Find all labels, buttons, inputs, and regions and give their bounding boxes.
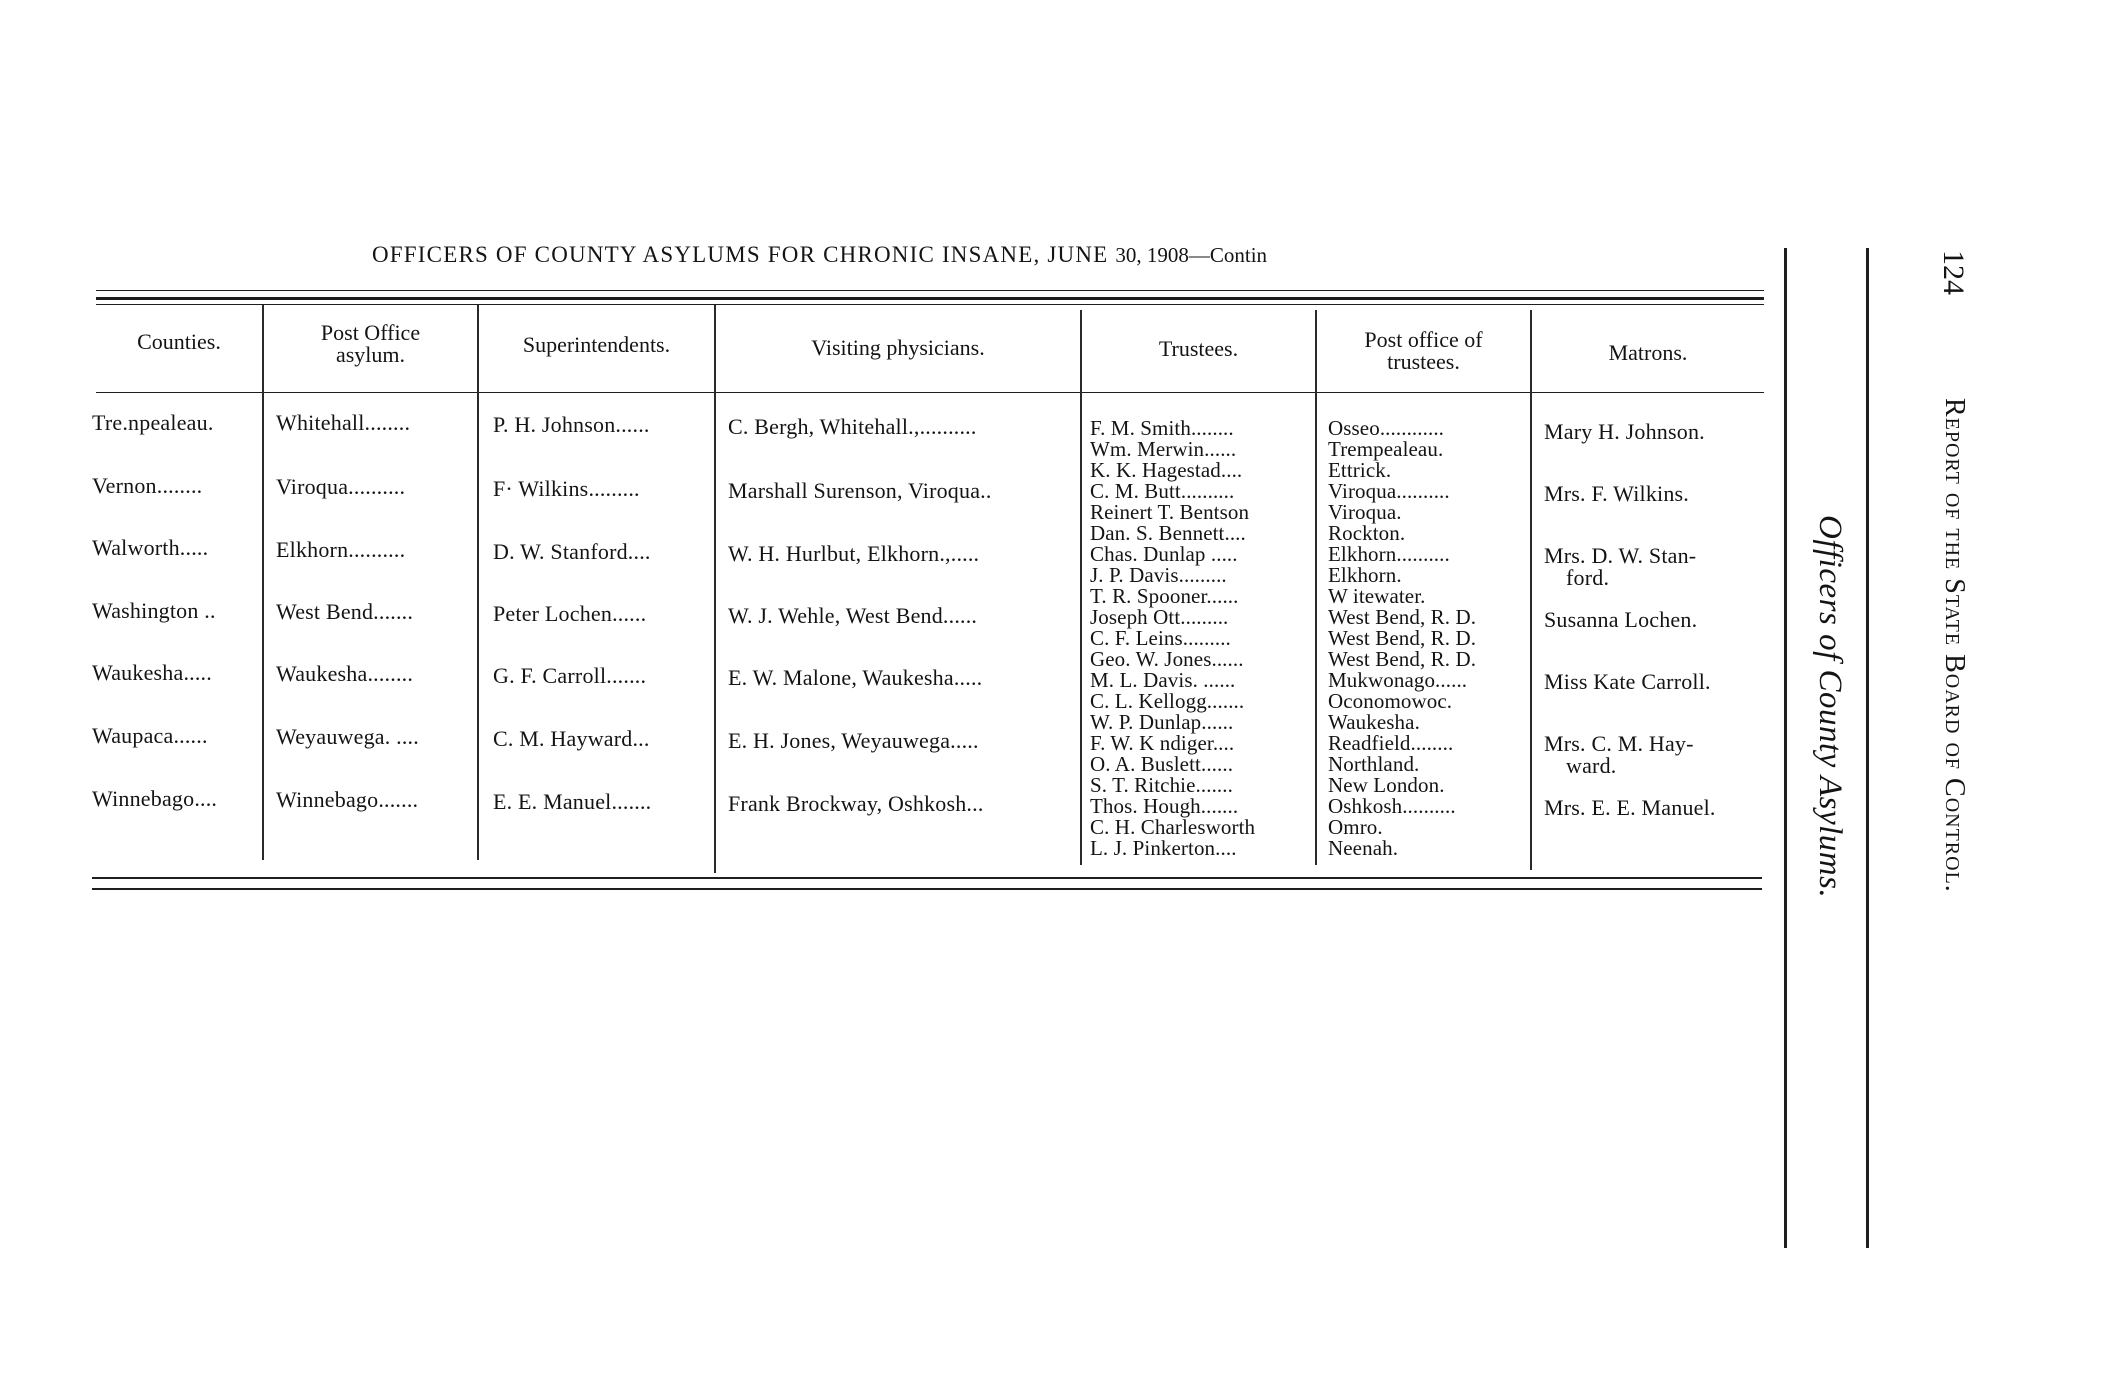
trustee-name: Joseph Ott......... bbox=[1090, 605, 1229, 629]
post-office-cell: Whitehall........ bbox=[276, 410, 411, 435]
column-separator bbox=[714, 305, 716, 873]
section-title: Officers of County Asylums. bbox=[1812, 515, 1848, 899]
matron-cell: Mrs. E. E. Manuel. bbox=[1544, 795, 1716, 820]
physician-cell: E. W. Malone, Waukesha..... bbox=[728, 665, 983, 690]
post-office-cell: Viroqua.......... bbox=[276, 474, 406, 499]
trustee-name: K. K. Hagestad.... bbox=[1090, 458, 1243, 482]
county-cell: Vernon........ bbox=[92, 473, 203, 498]
matron-cell: Mrs. C. M. Hay- ward. bbox=[1544, 731, 1694, 778]
county-cell: Waupaca...... bbox=[92, 723, 208, 748]
column-separator bbox=[262, 305, 264, 860]
trustee-name: T. R. Spooner...... bbox=[1090, 584, 1239, 608]
top-rule-thick bbox=[96, 297, 1764, 300]
physician-cell: C. Bergh, Whitehall.,.......... bbox=[728, 414, 977, 439]
trustee-name: Dan. S. Bennett.... bbox=[1090, 521, 1246, 545]
header-superintendents: Superintendents. bbox=[522, 332, 671, 357]
trustee-post-office: W itewater. bbox=[1328, 584, 1426, 608]
physician-cell: W. J. Wehle, West Bend...... bbox=[728, 603, 978, 628]
superintendent-cell: D. W. Stanford.... bbox=[493, 539, 651, 564]
superintendent-cell: E. E. Manuel....... bbox=[493, 789, 652, 814]
bottom-rule-lower bbox=[92, 888, 1762, 890]
trustee-post-office: New London. bbox=[1328, 773, 1445, 797]
county-cell: Waukesha..... bbox=[92, 660, 212, 685]
table-title-continuation: 30, 1908—Contin bbox=[1115, 243, 1268, 267]
trustee-name: Reinert T. Bentson bbox=[1090, 500, 1250, 524]
trustee-post-office: Waukesha. bbox=[1328, 710, 1420, 734]
trustee-name: S. T. Ritchie....... bbox=[1090, 773, 1233, 797]
trustees-list bbox=[1090, 418, 1255, 859]
county-cell: Walworth..... bbox=[92, 535, 209, 560]
trustee-name: M. L. Davis. ...... bbox=[1090, 668, 1236, 692]
trustee-name: Geo. W. Jones...... bbox=[1090, 647, 1244, 671]
matron-cell: Mrs. D. W. Stan- ford. bbox=[1544, 543, 1697, 590]
trustee-post-office: Oshkosh.......... bbox=[1328, 794, 1456, 818]
trustee-name: C. M. Butt.......... bbox=[1090, 479, 1235, 503]
trustee-post-office: West Bend, R. D. bbox=[1328, 626, 1477, 650]
column-separator bbox=[477, 305, 479, 860]
trustee-post-office: Elkhorn. bbox=[1328, 563, 1402, 587]
superintendent-cell: C. M. Hayward... bbox=[493, 726, 650, 751]
running-head: Report of the State Board of Control. bbox=[1939, 398, 1970, 893]
header-post-office-asylum: Post Office asylum. bbox=[320, 320, 421, 367]
superintendent-cell: G. F. Carroll....... bbox=[493, 663, 647, 688]
physician-cell: W. H. Hurlbut, Elkhorn.,..... bbox=[728, 541, 980, 566]
trustee-post-office: West Bend, R. D. bbox=[1328, 647, 1477, 671]
header-counties: Counties. bbox=[137, 329, 221, 354]
trustee-name: F. M. Smith........ bbox=[1090, 416, 1234, 440]
trustee-name: Thos. Hough....... bbox=[1090, 794, 1239, 818]
physician-cell: E. H. Jones, Weyauwega..... bbox=[728, 728, 979, 753]
post-office-cell: Winnebago....... bbox=[276, 787, 419, 812]
matron-cell: Miss Kate Carroll. bbox=[1544, 669, 1711, 694]
physician-cell: Frank Brockway, Oshkosh... bbox=[728, 791, 984, 816]
trustee-name: L. J. Pinkerton.... bbox=[1090, 836, 1237, 860]
physician-cell: Marshall Surenson, Viroqua.. bbox=[728, 478, 992, 503]
superintendent-cell: Peter Lochen...... bbox=[493, 601, 647, 626]
trustee-post-office: Omro. bbox=[1328, 815, 1383, 839]
column-separator bbox=[1080, 310, 1082, 865]
bottom-rule-upper bbox=[92, 877, 1762, 879]
county-cell: Washington .. bbox=[92, 598, 216, 623]
matron-cell: Susanna Lochen. bbox=[1544, 607, 1698, 632]
trustee-post-office: Ettrick. bbox=[1328, 458, 1392, 482]
trustee-post-office: Neenah. bbox=[1328, 836, 1399, 860]
superintendent-cell: P. H. Johnson...... bbox=[493, 412, 650, 437]
county-cell: Tre.npealeau. bbox=[92, 410, 214, 435]
margin-rule-right bbox=[1866, 248, 1869, 1248]
superintendent-cell: F· Wilkins......... bbox=[493, 476, 640, 501]
trustee-name: Chas. Dunlap ..... bbox=[1090, 542, 1238, 566]
header-matrons: Matrons. bbox=[1608, 340, 1688, 365]
trustee-post-office: Osseo............ bbox=[1328, 416, 1445, 440]
column-separator bbox=[1315, 310, 1317, 865]
trustee-post-office-list bbox=[1328, 418, 1476, 859]
trustee-post-office: Viroqua. bbox=[1328, 500, 1402, 524]
trustee-post-office: Rockton. bbox=[1328, 521, 1406, 545]
header-underline bbox=[96, 392, 1764, 393]
trustee-name: O. A. Buslett...... bbox=[1090, 752, 1234, 776]
trustee-post-office: Northland. bbox=[1328, 752, 1420, 776]
post-office-cell: West Bend....... bbox=[276, 599, 414, 624]
trustee-name: C. L. Kellogg....... bbox=[1090, 689, 1245, 713]
trustee-post-office: Trempealeau. bbox=[1328, 437, 1444, 461]
county-cell: Winnebago.... bbox=[92, 786, 218, 811]
top-rule-thin bbox=[96, 290, 1764, 291]
trustee-post-office: Readfield........ bbox=[1328, 731, 1454, 755]
trustee-post-office: Viroqua.......... bbox=[1328, 479, 1450, 503]
matron-cell: Mary H. Johnson. bbox=[1544, 419, 1705, 444]
header-post-office-trustees: Post office of trustees. bbox=[1364, 327, 1483, 374]
top-rule-lower bbox=[96, 304, 1764, 305]
header-visiting-physicians: Visiting physicians. bbox=[811, 335, 985, 360]
trustee-name: C. H. Charlesworth bbox=[1090, 815, 1256, 839]
column-separator bbox=[1530, 310, 1532, 870]
post-office-cell: Weyauwega. .... bbox=[276, 724, 419, 749]
trustee-name: Wm. Merwin...... bbox=[1090, 437, 1237, 461]
trustee-name: F. W. K ndiger.... bbox=[1090, 731, 1235, 755]
trustee-name: W. P. Dunlap...... bbox=[1090, 710, 1234, 734]
table-title bbox=[372, 242, 1267, 268]
matron-cell: Mrs. F. Wilkins. bbox=[1544, 481, 1690, 506]
post-office-cell: Waukesha........ bbox=[276, 661, 414, 686]
trustee-post-office: Oconomowoc. bbox=[1328, 689, 1453, 713]
trustee-name: J. P. Davis......... bbox=[1090, 563, 1227, 587]
trustee-post-office: Elkhorn.......... bbox=[1328, 542, 1450, 566]
table-title-main: OFFICERS OF COUNTY ASYLUMS FOR CHRONIC INSANE, JUNE bbox=[372, 242, 1109, 267]
page-number: 124 bbox=[1937, 250, 1970, 295]
trustee-post-office: West Bend, R. D. bbox=[1328, 605, 1477, 629]
trustee-name: C. F. Leins......... bbox=[1090, 626, 1231, 650]
margin-rule-left bbox=[1784, 248, 1787, 1248]
header-trustees: Trustees. bbox=[1158, 336, 1239, 361]
trustee-post-office: Mukwonago...... bbox=[1328, 668, 1468, 692]
post-office-cell: Elkhorn.......... bbox=[276, 537, 406, 562]
